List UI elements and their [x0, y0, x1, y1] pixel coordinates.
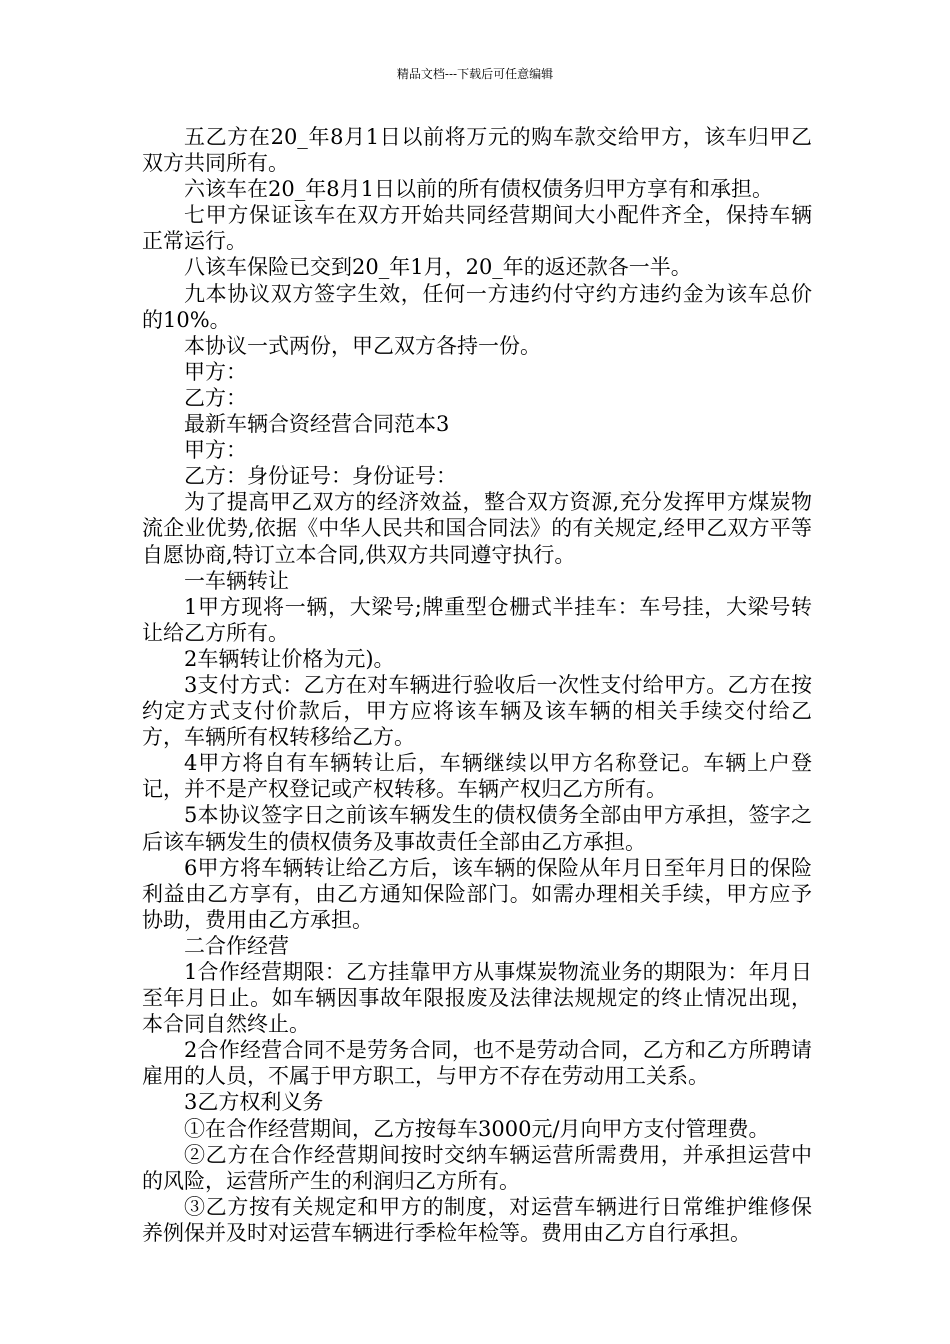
- document-body: [142, 124, 812, 1246]
- paragraph-5-car-payment: 五乙方在20_年8月1日以前将万元的购车款交给甲方，该车归甲乙双方共同所有。: [142, 125, 812, 176]
- section-title-contract-3: 最新车辆合资经营合同范本3: [184, 412, 450, 437]
- clause-2-3-item-3: ③乙方按有关规定和甲方的制度，对运营车辆进行日常维护维修保养例保并及时对运营车辆进行季检年检等。费用由乙方自行承担。: [142, 1194, 812, 1245]
- clause-1-2: 2车辆转让价格为元)。: [184, 646, 395, 671]
- section-heading-vehicle-transfer: 一车辆转让: [184, 568, 289, 593]
- clause-1-6: 6甲方将车辆转让给乙方后，该车辆的保险从年月日至年月日的保险利益由乙方享有，由乙方通知保险部门。如需办理相关手续，甲方应予协助，费用由乙方承担。: [142, 855, 812, 932]
- paragraph-preamble: 为了提高甲乙双方的经济效益，整合双方资源,充分发挥甲方煤炭物流企业优势,依据《中华人民共和国合同法》的有关规定,经甲乙双方平等自愿协商,特订立本合同,供双方共同遵守执行。: [142, 490, 812, 567]
- section-heading-cooperation: 二合作经营: [184, 933, 289, 958]
- clause-2-1: 1合作经营期限：乙方挂靠甲方从事煤炭物流业务的期限为：年月日至年月日止。如车辆因事故年限报废及法律法规规定的终止情况出现，本合同自然终止。: [142, 960, 812, 1037]
- paragraph-9-effect: 九本协议双方签字生效，任何一方违约付守约方违约金为该车总价的10%。: [142, 281, 812, 332]
- party-b-id-label: 乙方：身份证号：身份证号：: [184, 464, 457, 489]
- paragraph-copies: 本协议一式两份，甲乙双方各持一份。: [184, 333, 541, 358]
- signature-party-a: 甲方：: [184, 359, 247, 384]
- signature-party-b: 乙方：: [184, 385, 247, 410]
- clause-2-3-heading: 3乙方权利义务: [184, 1090, 324, 1115]
- party-a-label: 甲方：: [184, 438, 247, 463]
- clause-1-1: 1甲方现将一辆，大梁号;牌重型仓栅式半挂车：车号挂，大梁号转让给乙方所有。: [142, 594, 812, 645]
- clause-1-3: 3支付方式：乙方在对车辆进行验收后一次性支付给甲方。乙方在按约定方式支付价款后，甲方应将该车辆及该车辆的相关手续交付给乙方，车辆所有权转移给乙方。: [142, 672, 812, 750]
- clause-2-2: 2合作经营合同不是劳务合同，也不是劳动合同，乙方和乙方所聘请雇用的人员，不属于甲方职工，与甲方不存在劳动用工关系。: [142, 1038, 812, 1089]
- page-header: 精品文档---下载后可任意编辑: [396, 67, 554, 81]
- paragraph-7-parts-guarantee: 七甲方保证该车在双方开始共同经营期间大小配件齐全，保持车辆正常运行。: [142, 203, 812, 254]
- clause-1-4: 4甲方将自有车辆转让后，车辆继续以甲方名称登记。车辆上户登记，并不是产权登记或产权转移。车辆产权归乙方所有。: [142, 751, 812, 802]
- clause-1-5: 5本协议签字日之前该车辆发生的债权债务全部由甲方承担，签字之后该车辆发生的债权债务及事故责任全部由乙方承担。: [142, 803, 812, 854]
- paragraph-8-insurance: 八该车保险已交到20_年1月，20_年的返还款各一半。: [184, 255, 692, 280]
- clause-2-3-item-2: ②乙方在合作经营期间按时交纳车辆运营所需费用，并承担运营中的风险，运营所产生的利润归乙方所有。: [142, 1142, 812, 1193]
- clause-2-3-item-1: ①在合作经营期间，乙方按每车3000元/月向甲方支付管理费。: [184, 1116, 770, 1141]
- paragraph-6-debts: 六该车在20_年8月1日以前的所有债权债务归甲方享有和承担。: [184, 177, 773, 202]
